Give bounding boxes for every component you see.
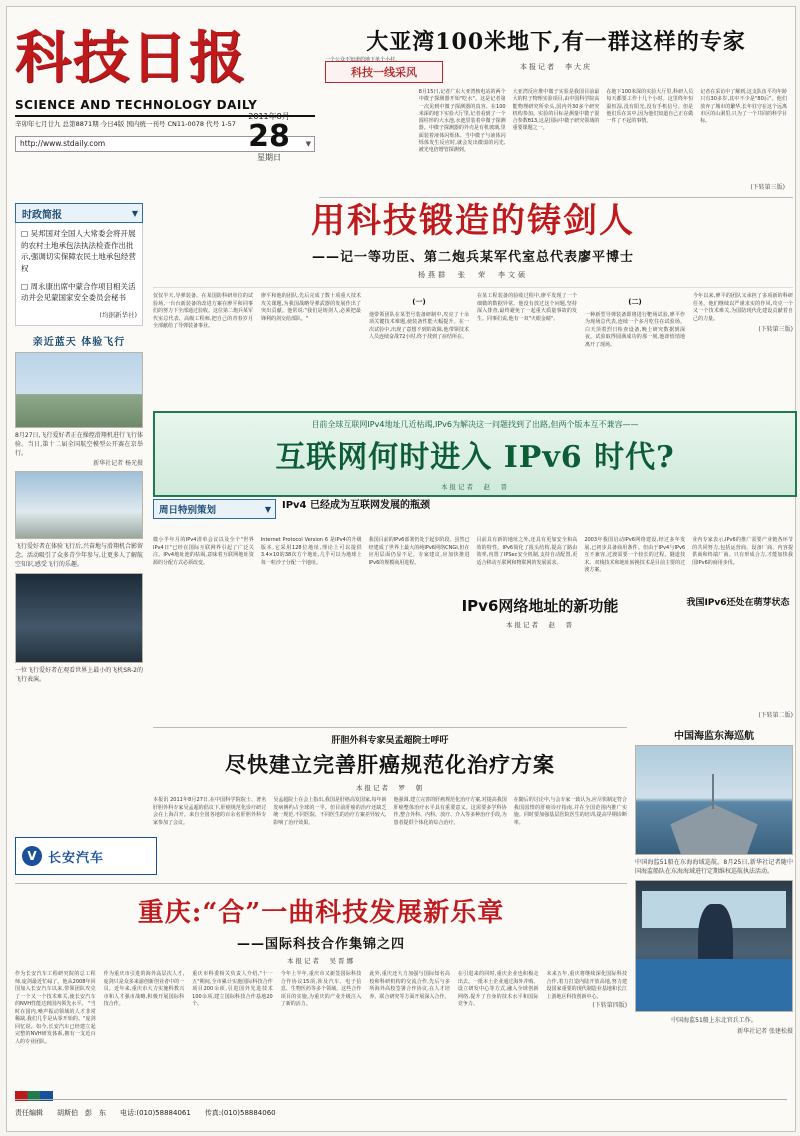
- lead-continuation: (下转第三版): [750, 184, 785, 191]
- liver-article-body: [153, 797, 627, 827]
- navy-block-title: 中国海监东海巡航: [674, 731, 754, 742]
- sidebar-source: (均据新华社): [99, 310, 137, 319]
- chevron-down-icon[interactable]: ▼: [305, 139, 311, 148]
- main-article: [153, 203, 793, 349]
- masthead-logo-en: SCIENCE AND TECHNOLOGY DAILY: [15, 97, 258, 112]
- photo-glider-caption: 8月27日,飞行爱好者正在操控滑翔机进行飞行体验。当日,第十二届全国航空模型公开赛在京举行。: [15, 431, 143, 457]
- sidebar-body: [15, 223, 143, 326]
- ipv6-continuation: (下转第二版): [758, 712, 793, 719]
- photo-ship-bridge: [635, 880, 793, 1012]
- liver-article-title: 尽快建立完善肝癌规范化治疗方案: [225, 752, 555, 777]
- ipv6-subhead-2: [415, 595, 665, 629]
- cq-col-6: [458, 971, 539, 1046]
- lead-col-3: 大亚湾反应堆中微子实验是我国目前最大的粒子物理实验项目,由中国科学院高能物理研究所牵头,国内外30多个研究机构参加。实验的目标是测量中微子混合参数θ13,这是国际中微子研究领域的重要课题之一。: [512, 89, 600, 132]
- chongqing-article: [15, 883, 627, 1046]
- sidebar-feature-title: 亲近蓝天 体验飞行: [32, 336, 126, 348]
- ipv6-banner-title: 互联网何时进入 IPv6 时代?: [275, 440, 675, 476]
- photo-glider-flight: [15, 352, 143, 428]
- footer-phone: 电话:(010)58884061: [120, 1109, 191, 1117]
- cq-col-3-text: 重庆市科委相关负责人介绍,"十一五"期间,全市累计实施国际科技合作项目200余项,引进国外先进技术100余项,建立国际科技合作基地20个。: [192, 971, 273, 1007]
- lead-col-1: 一个公众不知道的地下单个小村。: [325, 57, 401, 63]
- masthead: [15, 15, 315, 195]
- cq-col-7-text: 未来五年,重庆将继续深化国际科技合作,着力打造内陆开放高地,努力建设国家重要的现代制造业基地和长江上游地区科技创新中心。: [546, 971, 628, 1000]
- navy-photo-caption-1: 中国海监51船在东海海域巡航。8月25日,新华社记者随中国海监船队在东海海域进行定期维权巡航执法活动。: [635, 859, 793, 875]
- ship-hull-shape: [670, 804, 757, 854]
- ship-mast-shape: [712, 774, 714, 809]
- main-col-2-text: 廖平和他的团队,先后完成了数十项重大技术攻关课题,为我国战略导弹武器的发展作出了突出贡献。他常说:"我们是铸剑人,必须把最锋利的剑交给部队。": [261, 293, 361, 322]
- masthead-url-text: http://www.stdaily.com: [20, 139, 106, 149]
- main-article-body: [153, 287, 793, 349]
- liver-col-3: 他强调,建立完善的肝癌规范化治疗方案,对提高我国肝癌整体治疗水平具有重要意义。这需要多学科协作,整合外科、内科、放疗、介入等多种治疗手段,为患者提供个体化的综合治疗。: [393, 797, 507, 826]
- special-feature-tag-label: 周日特别策划: [159, 505, 217, 516]
- masthead-logo-cn: 科技日报: [15, 25, 247, 91]
- chongqing-article-subtitle: ——国际科技合作集锦之四: [236, 937, 405, 952]
- liver-article-byline: 本报记者 罗 朝: [356, 784, 424, 792]
- photo-plane-caption: 飞行爱好者在体验飞行后,兴奋地与滑翔机合影留念。活动吸引了众多青少年参与,让更多人了解航空知识,感受飞行的乐趣。: [15, 542, 143, 568]
- main-col-1-text: 仅仅半天,导弹装备、在某国防科研单位的试验场,一台台新装备的改进方案在廖平和同事们的努力下全部通过验收。这位第二炮兵某军代室总代表、高级工程师,把自己的青春岁月全部献给了导弹装备事业。: [153, 293, 254, 330]
- ipv6-col-5: 2003年我国启动IPv6网络建设,经过多年发展,已初步具备商用条件。但由于IPv4与IPv6互不兼容,过渡需要一个较长的过程。隧道技术、双栈技术和地址转换技术是目前主要的过渡方案。: [584, 537, 686, 573]
- lead-col-5: 记者在采访中了解到,这支队伍平均年龄只有30多岁,其中不少是"80后"。他们放弃了城市的繁华,长年驻守在这个远离市区的山洞里,只为了一个共同的科学目标。: [700, 89, 787, 124]
- ipv6-banner: [153, 411, 797, 497]
- main-continuation: (下转第三版): [758, 326, 793, 334]
- footer-editor-names: 胡斯伯 彭 东: [57, 1109, 106, 1117]
- chevron-down-icon[interactable]: ▼: [131, 208, 138, 218]
- main-section-2: (二): [628, 298, 642, 307]
- special-feature-tag[interactable]: [153, 499, 276, 519]
- main-col-3: [369, 293, 469, 349]
- chongqing-continuation: (下转第四版): [592, 1002, 628, 1009]
- photo-glider-credit: 新华社记者 杨光摄: [93, 459, 143, 467]
- sidebar-header-label: 时政简报: [22, 209, 62, 221]
- liver-col-1: 本报讯 2011年8月27日,在中国科学院院士、著名肝胆外科专家吴孟超的倡议下,肝癌规范化诊疗研讨会在上海召开。来自全国各地的百余名肝胆外科专家参加了会议。: [153, 797, 267, 826]
- ipv6-col-2: Internet Protocol Version 6 是IPv4的升级版本,它采用128位地址,理论上可以提供3.4×10的38次方个地址,几乎可以为地球上每一粒沙子分配一个地址。: [260, 537, 362, 566]
- ipv6-col-6: 业内专家表示,IPv6的推广需要产业链各环节的共同努力,包括运营商、设备厂商、内容提供商和终端厂商。只有形成合力,才能加快我国IPv6的商用步伐。: [692, 537, 793, 566]
- ipv6-article-body: [153, 537, 793, 575]
- main-col-6-text: 今年以来,廖平的团队又承担了多项新的科研任务。他们继续以严谨求实的作风,攻克一个又一个技术难关,为国防现代化建设贡献着自己的力量。: [693, 293, 793, 322]
- main-col-4-text: 在某工程装备的验收过程中,廖平发现了一个细微的数据异常。他没有放过这个问题,坚持深入排查,最终避免了一起重大质量事故的发生。同事们说,他有一双"火眼金睛"。: [477, 293, 577, 322]
- ipv6-subhead-1: IPv4 已经成为互联网发展的瓶颈: [281, 500, 430, 511]
- ipv6-col-4: 目前具有新的地址之外,还具有更加安全和高效的特性。IPv6简化了报头结构,提高了路由效率,内置了IPSec安全机制,支持自动配置,更适合移动互联网和物联网的发展需求。: [476, 537, 578, 566]
- cq-col-5: [369, 971, 450, 1046]
- cq-col-6-text: 在引进来的同时,重庆企业也积极走出去。一批本土企业通过海外并购、设立研发中心等方式,融入全球创新网络,提升了自身的技术水平和国际竞争力。: [457, 971, 539, 1007]
- cq-col-7: [546, 971, 627, 1046]
- chongqing-article-body: [15, 971, 627, 1046]
- photo-plane-exhibit: [15, 471, 143, 539]
- bridge-console-shape: [636, 959, 792, 1011]
- chongqing-article-byline: 本报记者 吴晋娜: [287, 957, 355, 965]
- lead-col-2: 8月15日,记者广东大亚湾核电站的两个中微子探测器开始"吃水"。这是记者第一次见到中微子探测器的真容。在100米深的地下实验大厅里,记者看到了一个圆柱形的大水池,水池里装着中微子探测器。中微子探测器的外壳是有机玻璃,里面装着液体闪烁体。当中微子与液体闪烁体发生反应时,就会发出微弱的闪光,被光电倍增管探测到。: [418, 89, 506, 153]
- photo-cockpit-caption: 一位飞行爱好者在观看世界上最小的飞机SR-2的飞行表演。: [15, 666, 143, 683]
- navy-photo-credit: 新华社记者 张建松摄: [737, 1028, 793, 1035]
- navy-photo-block: [635, 727, 793, 1035]
- masthead-date-day: 28: [248, 119, 290, 154]
- liver-article: [153, 727, 627, 888]
- photo-cockpit: [15, 573, 143, 663]
- page-frame: [6, 6, 796, 1132]
- main-col-2: [261, 293, 361, 349]
- cq-col-2-text: 作为重庆市引进的海外高层次人才,庞剑只是众多来渝创新创业者中的一员。近年来,重庆市大力实施科教兴市和人才强市战略,积极开展国际科技合作。: [103, 971, 185, 1007]
- main-article-byline: 杨燕群 张 荣 李文硕: [418, 271, 528, 280]
- page-footer: [15, 1099, 787, 1123]
- cq-col-1-text: 作为长安汽车工程研究院的总工程师,庞剑最近忙碌了。他从2008年回国加入长安汽车以来,带领团队攻克了一个又一个技术难关,使长安汽车的NVH性能达到国内领先水平。: [15, 971, 96, 1007]
- ipv6-col-3: 我国目前的IPv6部署仍处于起步阶段。虽然已经建成了世界上最大的纯IPv6网络CNGI,但在应用层面仍显不足。专家建议,应加快推进IPv6的规模商用进程。: [368, 537, 470, 566]
- changan-ad[interactable]: [15, 837, 157, 875]
- cq-col-4-text: 今年上半年,重庆市又新签国际科技合作协议15项,涉及汽车、电子信息、生物医药等多个领域。这些合作项目的实施,为重庆的产业升级注入了新的活力。: [280, 971, 362, 1007]
- changan-logo-icon: V: [22, 846, 42, 866]
- ipv6-article: [153, 499, 793, 721]
- navy-photo-caption-2: 中国海监51船上东北官兵工作。: [671, 1017, 757, 1024]
- cq-col-3: [192, 971, 273, 1046]
- sidebar-item-1[interactable]: □ 吴邦国对全国人大常委会将开展的农村土地承包法执法检查作出批示,强调切实保障农民土地承包经营权: [21, 229, 136, 273]
- ipv6-banner-kicker: 目前全球互联网IPv4地址几近枯竭,IPv6为解决这一问题找到了出路,但两个版本互不兼容——: [311, 420, 639, 429]
- sidebar: [15, 203, 143, 684]
- main-section-1: (一): [412, 298, 426, 307]
- cq-col-5-text: 此外,重庆还大力加强与国际知名高校和科研机构的交流合作,先后与多所海外高校签署合作协议,在人才培养、联合研究等方面开展深入合作。: [369, 971, 450, 1000]
- cq-col-1: [15, 971, 96, 1046]
- main-article-title: 用科技锻造的铸剑人: [311, 201, 635, 241]
- cq-col-4: [281, 971, 362, 1046]
- ipv6-banner-byline: 本报记者 赵 晋: [441, 483, 509, 492]
- liver-col-4: 在随后的讨论中,与会专家一致认为,应尽快制定符合我国国情的肝癌诊疗指南,并在全国范围内推广实施。同时要加强基层医院医生的培训,提高早期诊断率。: [513, 797, 627, 826]
- ipv6-subhead-2-byline: 本报记者 赵 晋: [506, 621, 574, 629]
- cq-col-2: [104, 971, 185, 1046]
- masthead-meta: 辛卯年七月廿九 总第8871期 今日4版 国内统一刊号 CN11-0078 代号 1-57: [15, 119, 236, 128]
- ipv6-subhead-3: 我国IPv6还处在萌芽状态: [686, 598, 790, 608]
- main-col-6: [693, 293, 793, 349]
- ipv6-col-1: 微小半年月的IPv4清单会议以及全个"世界IPv4日"已经在国际互联网界引起了广泛关注。IPv4地址池的枯竭,意味着互联网地址资源的分配方式必须改变。: [153, 537, 254, 566]
- main-col-5-text: 一种新型导弹装备即将进行靶场试验,廖平作为现场总代表,连续一个多月吃住在试验场。白天顶着烈日检查设备,晚上研究数据到深夜。试验取得圆满成功的那一刻,他却悄悄地离开了现场。: [585, 311, 685, 348]
- liver-col-2: 吴孟超院士在会上指出,我国是肝癌高发国家,每年新发病例约占全球的一半。但目前肝癌的治疗还缺乏统一规范,不同医院、不同医生的治疗方案差异较大,影响了治疗效果。: [273, 797, 387, 826]
- main-col-5: [585, 293, 685, 349]
- main-col-4: [477, 293, 577, 349]
- main-col-1: [153, 293, 253, 349]
- footer-editor-label: 责任编辑: [15, 1109, 43, 1117]
- ipv6-subhead-2-title: IPv6网络地址的新功能: [461, 597, 619, 615]
- lead-col-4: 在地下100米深的实验大厅里,科研人员每天都要工作十几个小时。这里终年恒温恒湿,没有阳光,没有手机信号。但是他们乐在其中,因为他们知道自己正在做一件了不起的事情。: [606, 89, 694, 124]
- liver-article-kicker: 肝胆外科专家吴孟超院士呼吁: [331, 736, 449, 746]
- lead-section-tag[interactable]: 科技一线采风: [325, 61, 443, 83]
- main-col-3-text: 他带领团队在某型号装备研制中,攻克了十余项关键技术难题,使装备性能大幅提升。在一次试验中,出现了意想不到的故障,他带领技术人员连续奋战72小时,终于找到了症结所在。: [369, 311, 469, 341]
- changan-ad-text: 长安汽车: [48, 850, 105, 866]
- sidebar-item-2[interactable]: □ 周永康出席中蒙合作项目相关活动并会见蒙国家安全委员会秘书: [21, 281, 136, 303]
- lead-article-title: 大亚湾100米地下,有一群这样的专家: [366, 29, 746, 55]
- lead-article-byline: 本报记者 李大庆: [520, 63, 592, 71]
- sidebar-header[interactable]: [15, 203, 143, 223]
- lead-article: [319, 15, 793, 198]
- masthead-date: [227, 111, 311, 163]
- footer-fax: 传真:(010)58884060: [204, 1109, 276, 1117]
- chongqing-article-title: 重庆:“合”一曲科技发展新乐章: [15, 883, 627, 929]
- main-article-subtitle: ——记一等功臣、第二炮兵某军代室总代表廖平博士: [311, 250, 634, 266]
- chevron-down-icon[interactable]: ▼: [264, 504, 271, 514]
- masthead-date-week: 星期日: [257, 153, 281, 162]
- photo-patrol-ship: [635, 745, 793, 855]
- cq-col-1b-text: "当时在国内,噪声振动领域的人才非常稀缺,我们几乎是从零开始的。"庞剑回忆说。如今,长安汽车已经建立起完整的NVH研发体系,拥有一支近百人的专业团队。: [15, 1001, 96, 1045]
- masthead-date-year: 2011年8月: [248, 112, 290, 121]
